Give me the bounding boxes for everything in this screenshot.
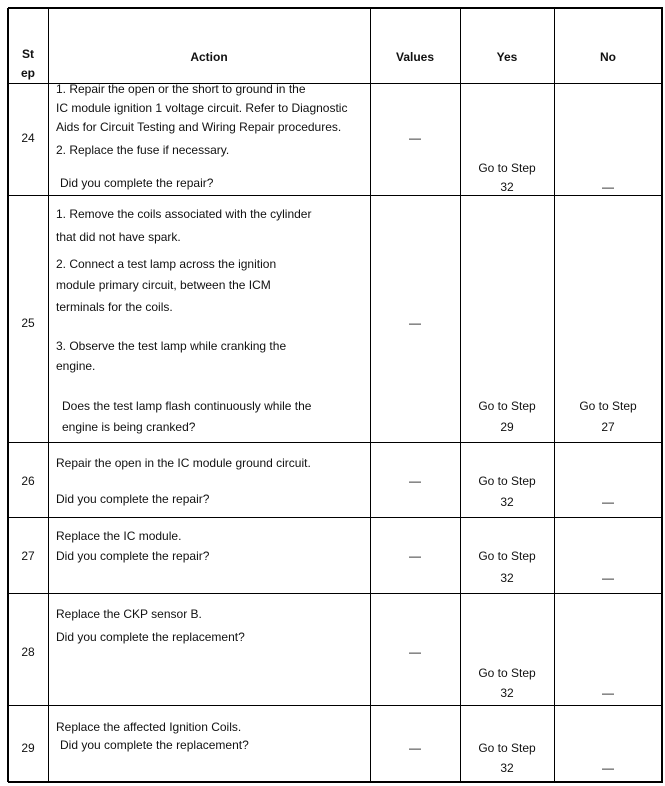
row-divider xyxy=(8,705,663,706)
action-line: 3. Observe the test lamp while cranking the xyxy=(56,339,287,353)
action-line: Replace the CKP sensor B. xyxy=(56,607,202,621)
yes-go-to-step: Go to Step xyxy=(478,666,536,680)
column-divider xyxy=(370,8,371,782)
yes-go-to-step: Go to Step xyxy=(478,549,536,563)
row-divider xyxy=(8,195,663,196)
yes-go-to-step: Go to Step xyxy=(478,161,536,175)
column-divider xyxy=(554,8,555,782)
yes-step-number: 32 xyxy=(500,571,514,585)
header-no: No xyxy=(600,50,616,64)
no-step-number: 27 xyxy=(601,420,615,434)
row-divider xyxy=(8,593,663,594)
no-dash: — xyxy=(602,761,614,775)
action-line: Did you complete the replacement? xyxy=(56,630,245,644)
table-border xyxy=(7,8,9,782)
table-border xyxy=(8,781,663,783)
action-line: engine. xyxy=(56,359,96,373)
action-line: 1. Remove the coils associated with the cylinder xyxy=(56,207,312,221)
yes-step-number: 32 xyxy=(500,180,514,194)
values-dash: — xyxy=(409,549,421,563)
step-number: 27 xyxy=(21,549,35,563)
no-dash: — xyxy=(602,686,614,700)
action-line: Aids for Circuit Testing and Wiring Repair procedures. xyxy=(56,120,342,134)
header-step: ep xyxy=(20,66,36,80)
action-line: 1. Repair the open or the short to ground in the xyxy=(56,82,306,96)
table-border xyxy=(661,8,663,782)
no-dash: — xyxy=(602,180,614,194)
action-line: Replace the affected Ignition Coils. xyxy=(56,720,242,734)
action-line: 2. Connect a test lamp across the ignition xyxy=(56,257,277,271)
header-values: Values xyxy=(395,50,435,64)
action-line: IC module ignition 1 voltage circuit. Refer to Diagnostic xyxy=(56,101,348,115)
yes-step-number: 32 xyxy=(500,686,514,700)
no-dash: — xyxy=(602,495,614,509)
yes-step-number: 32 xyxy=(500,495,514,509)
step-number: 28 xyxy=(21,645,35,659)
action-line: Did you complete the repair? xyxy=(60,176,214,190)
action-line: module primary circuit, between the ICM xyxy=(56,278,271,292)
yes-step-number: 32 xyxy=(500,761,514,775)
action-line: Did you complete the repair? xyxy=(56,549,210,563)
action-line: terminals for the coils. xyxy=(56,300,173,314)
yes-go-to-step: Go to Step xyxy=(478,474,536,488)
row-divider xyxy=(8,442,663,443)
action-line: Repair the open in the IC module ground circuit. xyxy=(56,456,311,470)
action-line: Did you complete the repair? xyxy=(56,492,210,506)
action-line: engine is being cranked? xyxy=(62,420,196,434)
step-number: 26 xyxy=(21,474,35,488)
values-dash: — xyxy=(409,741,421,755)
action-line: Replace the IC module. xyxy=(56,529,182,543)
values-dash: — xyxy=(409,474,421,488)
no-dash: — xyxy=(602,571,614,585)
row-divider xyxy=(8,517,663,518)
step-number: 25 xyxy=(21,316,35,330)
action-line: Did you complete the replacement? xyxy=(60,738,249,752)
values-dash: — xyxy=(409,316,421,330)
header-step: St xyxy=(22,47,34,61)
action-line: 2. Replace the fuse if necessary. xyxy=(56,143,230,157)
yes-go-to-step: Go to Step xyxy=(478,741,536,755)
yes-go-to-step: Go to Step xyxy=(478,399,536,413)
step-number: 24 xyxy=(21,131,35,145)
table-border xyxy=(8,7,663,9)
values-dash: — xyxy=(409,131,421,145)
column-divider xyxy=(460,8,461,782)
header-yes: Yes xyxy=(496,50,518,64)
column-divider xyxy=(48,8,49,782)
no-go-to-step: Go to Step xyxy=(579,399,637,413)
yes-step-number: 29 xyxy=(500,420,514,434)
header-action: Action xyxy=(190,50,228,64)
step-number: 29 xyxy=(21,741,35,755)
values-dash: — xyxy=(409,645,421,659)
action-line: that did not have spark. xyxy=(56,230,181,244)
action-line: Does the test lamp flash continuously while the xyxy=(62,399,312,413)
